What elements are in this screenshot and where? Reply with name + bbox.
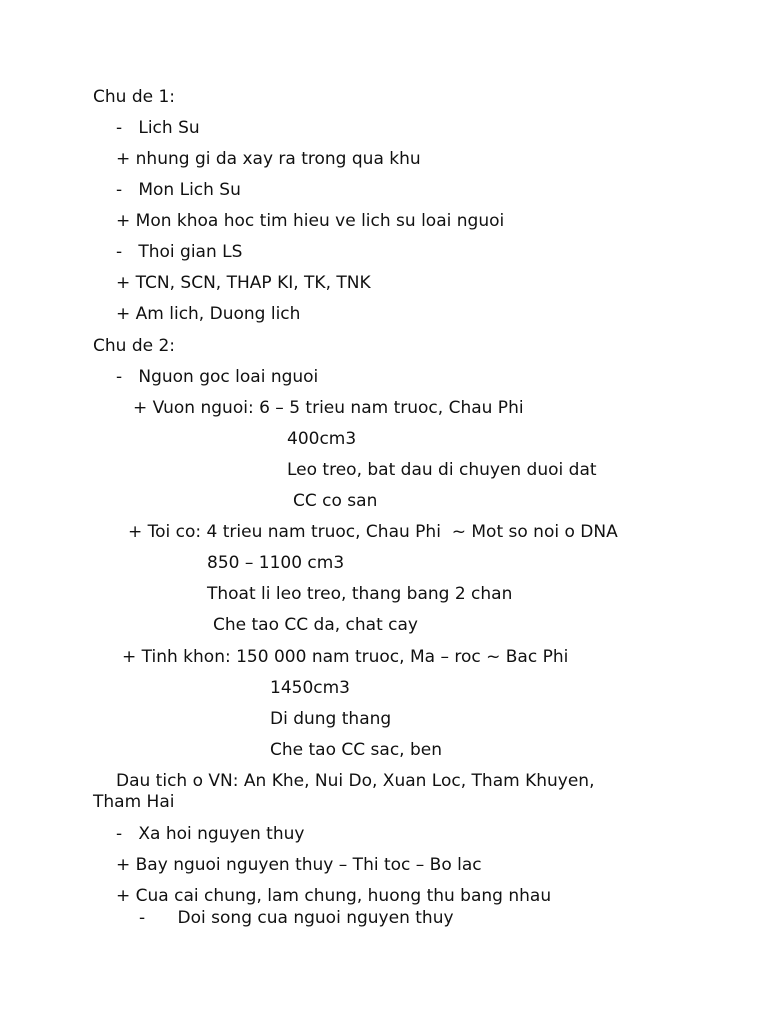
detail-line: Di dung thang <box>270 709 392 729</box>
detail-line: Che tao CC sac, ben <box>270 740 442 760</box>
detail-line: 400cm3 <box>287 429 357 449</box>
bullet-item: - Nguon goc loai nguoi <box>116 367 319 387</box>
detail-line: 1450cm3 <box>270 678 350 698</box>
plus-item: + Bay nguoi nguyen thuy – Thi toc – Bo lac <box>116 855 482 875</box>
plus-item: + Tinh khon: 150 000 nam truoc, Ma – roc ~ Bac Phi <box>122 647 569 667</box>
detail-line: Che tao CC da, chat cay <box>213 615 418 635</box>
plus-item: + nhung gi da xay ra trong qua khu <box>116 149 421 169</box>
detail-line: Thoat li leo treo, thang bang 2 chan <box>207 584 513 604</box>
bullet-item: - Mon Lich Su <box>116 180 241 200</box>
plus-item: + TCN, SCN, THAP KI, TK, TNK <box>116 273 371 293</box>
detail-line: CC co san <box>293 491 378 511</box>
plus-item: + Mon khoa hoc tim hieu ve lich su loai nguoi <box>116 211 505 231</box>
bullet-item: - Xa hoi nguyen thuy <box>116 824 305 844</box>
topic-1-heading: Chu de 1: <box>93 87 176 107</box>
plus-item: + Cua cai chung, lam chung, huong thu bang nhau <box>116 886 552 906</box>
bullet-item: - Lich Su <box>116 118 200 138</box>
bullet-item: - Thoi gian LS <box>116 242 243 262</box>
topic-2-heading: Chu de 2: <box>93 336 176 356</box>
bullet-item: - Doi song cua nguoi nguyen thuy <box>139 908 454 928</box>
paragraph-line: Dau tich o VN: An Khe, Nui Do, Xuan Loc, Tham Khuyen, <box>116 771 595 791</box>
detail-line: 850 – 1100 cm3 <box>207 553 345 573</box>
paragraph-line: Tham Hai <box>93 792 175 812</box>
plus-item: + Vuon nguoi: 6 – 5 trieu nam truoc, Chau Phi <box>133 398 524 418</box>
plus-item: + Toi co: 4 trieu nam truoc, Chau Phi ~ Mot so noi o DNA <box>128 522 618 542</box>
detail-line: Leo treo, bat dau di chuyen duoi dat <box>287 460 597 480</box>
plus-item: + Am lich, Duong lich <box>116 304 301 324</box>
